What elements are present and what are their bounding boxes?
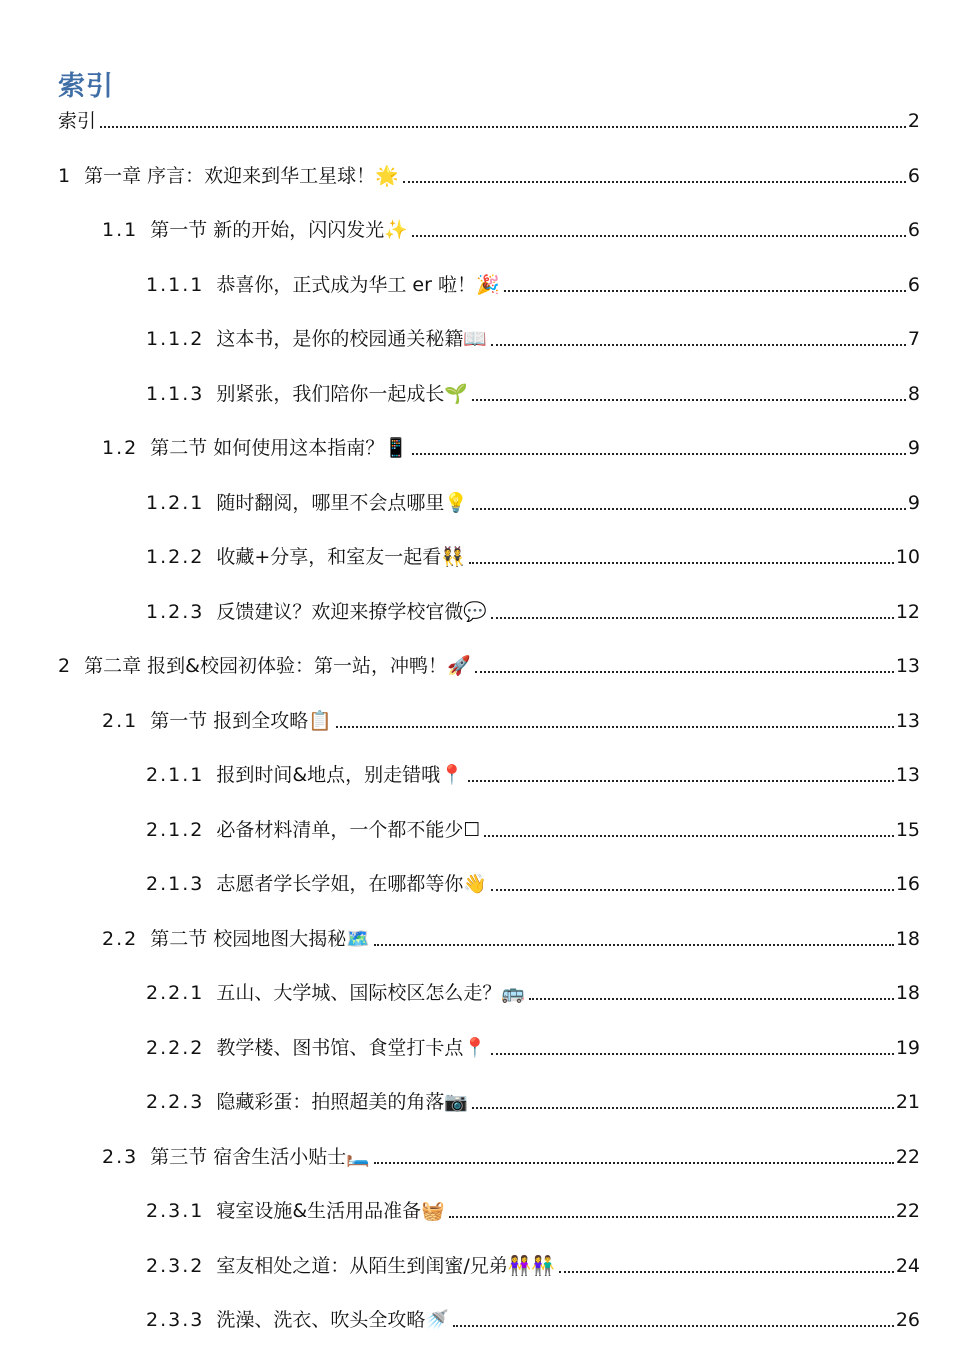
dot-leader bbox=[491, 889, 894, 891]
toc-entry[interactable] bbox=[146, 381, 920, 407]
toc-entry[interactable] bbox=[146, 599, 920, 625]
toc-entry-title[interactable]: 志愿者学长学姐，在哪都等你👋 bbox=[216, 873, 488, 895]
toc-entry-title[interactable]: 教学楼、图书馆、食堂打卡点📍 bbox=[216, 1036, 488, 1059]
dot-leader bbox=[472, 399, 906, 401]
toc-entry-page: 19 bbox=[895, 1036, 920, 1059]
toc-entry-page: 21 bbox=[895, 1091, 920, 1113]
toc-entry-page: 18 bbox=[895, 982, 920, 1004]
toc-entry-page: 13 bbox=[895, 709, 920, 732]
toc-entry-title[interactable]: 第二节 如何使用这本指南？📱 bbox=[150, 437, 408, 459]
toc-entry[interactable] bbox=[102, 1144, 920, 1170]
toc-entry-title[interactable]: 第一章 序言：欢迎来到华工星球！🌟 bbox=[84, 164, 399, 187]
toc-entry-page: 22 bbox=[895, 1145, 920, 1168]
dot-leader bbox=[472, 1107, 894, 1109]
toc-entry-number: 1.1 bbox=[102, 219, 139, 241]
toc-entry-number: 1.1.2 bbox=[146, 328, 205, 350]
toc-entry-title[interactable]: 隐藏彩蛋：拍照超美的角落📷 bbox=[216, 1091, 469, 1113]
dot-leader bbox=[100, 126, 906, 128]
dot-leader bbox=[472, 508, 906, 510]
toc-entry-page: 15 bbox=[895, 818, 920, 841]
toc-entry-page: 9 bbox=[907, 437, 920, 459]
dot-leader bbox=[336, 726, 894, 728]
toc-entry-number: 2.3.3 bbox=[146, 1309, 205, 1331]
toc-entry-page: 22 bbox=[895, 1200, 920, 1222]
toc-entry[interactable] bbox=[146, 490, 920, 516]
toc-entry-page: 6 bbox=[907, 273, 920, 296]
dot-leader bbox=[491, 1053, 894, 1055]
toc-entry-page: 12 bbox=[895, 600, 920, 623]
toc-entry[interactable] bbox=[58, 163, 920, 189]
toc-entry-title[interactable]: 恭喜你，正式成为华工 er 啦！🎉 bbox=[216, 273, 500, 296]
toc-entry[interactable] bbox=[146, 817, 920, 843]
dot-leader bbox=[504, 290, 906, 292]
toc-entry[interactable] bbox=[102, 217, 920, 243]
toc-entry-page: 10 bbox=[895, 546, 920, 568]
toc-entry-number: 1.1.1 bbox=[146, 273, 205, 296]
toc-entry-title[interactable]: 这本书，是你的校园通关秘籍📖 bbox=[216, 328, 488, 350]
toc-entry-number: 2.1 bbox=[102, 709, 139, 732]
toc-entry[interactable] bbox=[58, 653, 920, 679]
toc-entry-page: 7 bbox=[907, 328, 920, 350]
toc-entry-page: 13 bbox=[895, 655, 920, 677]
toc-entry-title[interactable]: 别紧张，我们陪你一起成长🌱 bbox=[216, 382, 469, 405]
toc-entry-page: 2 bbox=[907, 110, 920, 132]
dot-leader bbox=[491, 617, 894, 619]
toc-entry-title[interactable]: 索引 bbox=[58, 110, 97, 132]
toc-entry[interactable] bbox=[102, 708, 920, 734]
toc-entry-page: 6 bbox=[907, 164, 920, 187]
dot-leader bbox=[374, 944, 894, 946]
dot-leader bbox=[453, 1325, 894, 1327]
toc-entry-page: 18 bbox=[895, 927, 920, 950]
toc-entry-title[interactable]: 五山、大学城、国际校区怎么走？🚌 bbox=[216, 982, 526, 1004]
toc-entry-title[interactable]: 报到时间&地点，别走错哦📍 bbox=[216, 764, 464, 786]
toc-entry-number: 1.2 bbox=[102, 437, 139, 459]
toc-entry-page: 26 bbox=[895, 1309, 920, 1331]
toc-entry-title[interactable]: 收藏+分享，和室友一起看👯 bbox=[216, 546, 465, 568]
dot-leader bbox=[559, 1271, 894, 1273]
toc-entry-page: 6 bbox=[907, 219, 920, 241]
toc-entry-title[interactable]: 随时翻阅，哪里不会点哪里💡 bbox=[216, 491, 469, 514]
toc-entry-page: 16 bbox=[895, 873, 920, 895]
toc-entry-page: 24 bbox=[895, 1254, 920, 1277]
toc-entry-number: 2.2 bbox=[102, 927, 139, 950]
toc-entry-page: 8 bbox=[907, 382, 920, 405]
toc-entry-number: 2 bbox=[58, 655, 73, 677]
toc-entry[interactable] bbox=[146, 980, 920, 1006]
toc-entry-number: 2.2.2 bbox=[146, 1036, 205, 1059]
toc-entry[interactable] bbox=[102, 435, 920, 461]
dot-leader bbox=[475, 671, 894, 673]
dot-leader bbox=[403, 181, 906, 183]
toc-entry[interactable] bbox=[146, 1307, 920, 1333]
toc-entry-title[interactable]: 第二章 报到&校园初体验：第一站，冲鸭！🚀 bbox=[84, 655, 471, 677]
toc-entry-page: 13 bbox=[895, 764, 920, 786]
toc-entry[interactable] bbox=[58, 108, 920, 134]
dot-leader bbox=[491, 344, 906, 346]
toc-entry[interactable] bbox=[146, 871, 920, 897]
toc-entry-number: 2.3 bbox=[102, 1145, 139, 1168]
toc-entry[interactable] bbox=[146, 1089, 920, 1115]
dot-leader bbox=[412, 235, 906, 237]
toc-entry-number: 2.2.3 bbox=[146, 1091, 205, 1113]
toc-entry-number: 1.1.3 bbox=[146, 382, 205, 405]
toc-heading: 索引 bbox=[58, 71, 114, 102]
toc-entry-title[interactable]: 第一节 新的开始，闪闪发光✨ bbox=[150, 219, 408, 241]
toc-entry[interactable] bbox=[146, 326, 920, 352]
toc-entry-title[interactable]: 寝室设施&生活用品准备🧺 bbox=[216, 1200, 445, 1222]
dot-leader bbox=[374, 1162, 894, 1164]
toc-entry-number: 1.2.2 bbox=[146, 546, 205, 568]
toc-entry-number: 1 bbox=[58, 164, 73, 187]
toc-entry-number: 2.1.1 bbox=[146, 764, 205, 786]
toc-entry[interactable] bbox=[146, 272, 920, 298]
dot-leader bbox=[529, 998, 894, 1000]
toc-entry-title[interactable]: 第二节 校园地图大揭秘🗺️ bbox=[150, 927, 370, 950]
toc-entry-title[interactable]: 第一节 报到全攻略📋 bbox=[150, 709, 332, 732]
toc-entry-title[interactable]: 第三节 宿舍生活小贴士🛏️ bbox=[150, 1145, 370, 1168]
toc-entry[interactable] bbox=[146, 1035, 920, 1061]
toc-entry-number: 2.3.1 bbox=[146, 1200, 205, 1222]
toc-entry-number: 2.2.1 bbox=[146, 982, 205, 1004]
toc-entry-number: 1.2.1 bbox=[146, 491, 205, 514]
dot-leader bbox=[468, 780, 894, 782]
toc-entry[interactable] bbox=[146, 544, 920, 570]
toc-entry[interactable] bbox=[146, 1198, 920, 1224]
toc-entry-title[interactable]: 洗澡、洗衣、吹头全攻略🚿 bbox=[216, 1309, 450, 1331]
toc-entry-number: 1.2.3 bbox=[146, 600, 205, 623]
toc-entry-title[interactable]: 反馈建议？欢迎来撩学校官微💬 bbox=[216, 600, 488, 623]
toc-entry-number: 2.3.2 bbox=[146, 1254, 205, 1277]
toc-entry[interactable] bbox=[146, 1253, 920, 1279]
toc-entry-title[interactable]: 室友相处之道：从陌生到闺蜜/兄弟👭👫 bbox=[216, 1254, 556, 1277]
dot-leader bbox=[469, 562, 894, 564]
dot-leader bbox=[484, 835, 893, 837]
toc-entry[interactable] bbox=[102, 926, 920, 952]
toc-entry[interactable] bbox=[146, 762, 920, 788]
toc-entry-number: 2.1.2 bbox=[146, 818, 205, 841]
toc-entry-title[interactable]: 必备材料清单，一个都不能少☐ bbox=[216, 818, 481, 841]
dot-leader bbox=[412, 453, 906, 455]
toc-entry-number: 2.1.3 bbox=[146, 873, 205, 895]
dot-leader bbox=[449, 1216, 894, 1218]
toc-entry-page: 9 bbox=[907, 491, 920, 514]
